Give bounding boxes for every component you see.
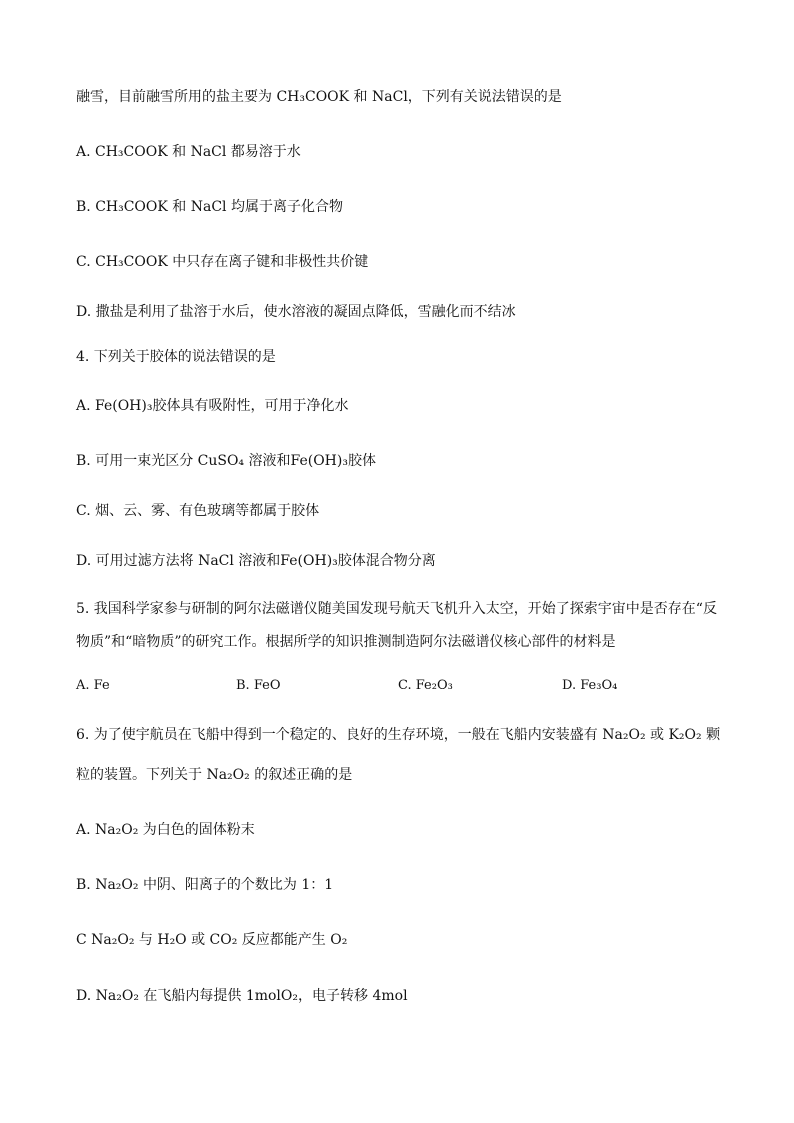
q3-option-d: D. 撒盐是利用了盐溶于水后，使水溶液的凝固点降低，雪融化而不结冰 [76, 304, 516, 320]
q6-option-b: B. Na₂O₂ 中阴、阳离子的个数比为 1：1 [76, 877, 334, 893]
q5-option-c: C. Fe₂O₃ [398, 678, 453, 693]
q5-stem-line1: 5. 我国科学家参与研制的阿尔法磁谱仪随美国发现号航天飞机升入太空，开始了探索宇宙中是否存在“反 [76, 601, 717, 617]
q3-option-a: A. CH₃COOK 和 NaCl 都易溶于水 [76, 144, 301, 160]
q5-option-a: A. Fe [76, 678, 110, 693]
q6-stem-line2: 粒的装置。下列关于 Na₂O₂ 的叙述正确的是 [76, 767, 353, 783]
q4-option-b: B. 可用一束光区分 CuSO₄ 溶液和Fe(OH)₃胶体 [76, 453, 376, 469]
q5-option-b: B. FeO [236, 678, 281, 693]
q4-option-d: D. 可用过滤方法将 NaCl 溶液和Fe(OH)₃胶体混合物分离 [76, 553, 436, 569]
q4-option-a: A. Fe(OH)₃胶体具有吸附性，可用于净化水 [76, 398, 349, 414]
q5-stem-line2: 物质”和“暗物质”的研究工作。根据所学的知识推测制造阿尔法磁谱仪核心部件的材料是 [76, 634, 616, 650]
q6-option-d: D. Na₂O₂ 在飞船内每提供 1molO₂，电子转移 4mol [76, 988, 408, 1004]
q6-option-c: C Na₂O₂ 与 H₂O 或 CO₂ 反应都能产生 O₂ [76, 932, 348, 948]
q6-stem-line1: 6. 为了使宇航员在飞船中得到一个稳定的、良好的生存环境，一般在飞船内安装盛有 Na₂O₂ 或 K₂O₂ 颗 [76, 727, 721, 743]
q4-option-c: C. 烟、云、雾、有色玻璃等都属于胶体 [76, 503, 320, 519]
q5-option-d: D. Fe₃O₄ [562, 678, 618, 693]
q4-stem: 4. 下列关于胶体的说法错误的是 [76, 349, 276, 365]
q3-stem: 融雪，目前融雪所用的盐主要为 CH₃COOK 和 NaCl，下列有关说法错误的是 [76, 89, 562, 105]
q3-option-b: B. CH₃COOK 和 NaCl 均属于离子化合物 [76, 199, 343, 215]
q3-option-c: C. CH₃COOK 中只存在离子键和非极性共价键 [76, 254, 369, 270]
q6-option-a: A. Na₂O₂ 为白色的固体粉末 [76, 822, 255, 838]
